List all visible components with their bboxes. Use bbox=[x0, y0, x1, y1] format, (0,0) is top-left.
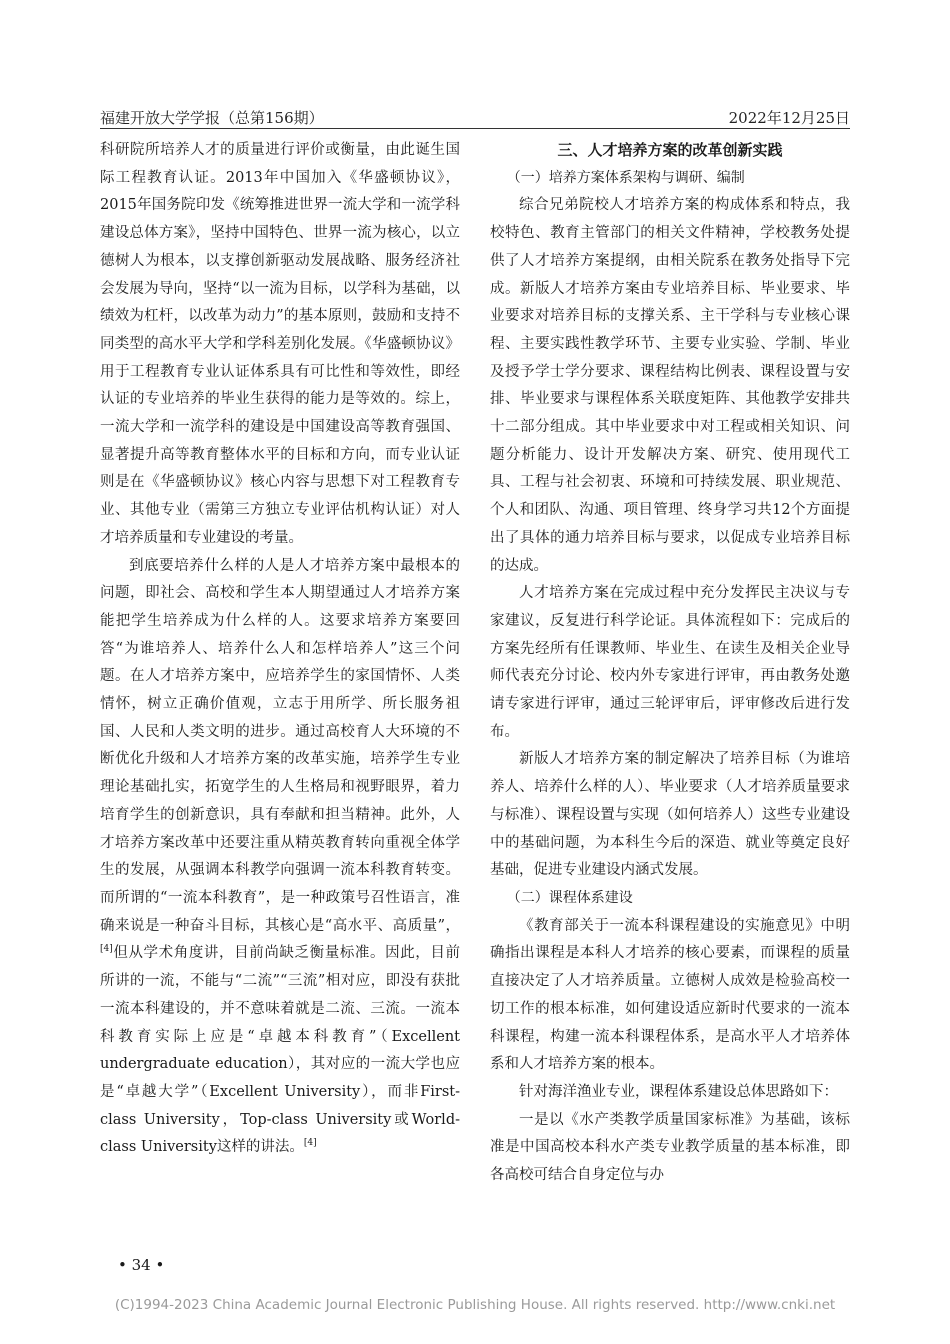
right-paragraph-1: 综合兄弟院校人才培养方案的构成体系和特点，我校特色、教育主管部门的相关文件精神，学校教务处提供了人才培养方案提纲，由相关院系在教务处指导下完成。新版人才培养方案由专业培养目标、毕业要求、毕业要求对培养目标的支撑关系、主干学科与专业核心课程、主要实践性教学环节、主要专业实验、学制、毕业及授予学士学分要求、课程结构比例表、课程设置与安排、毕业要求与课程体系关联度矩阵、其他教学安排共十二部分组成。其中毕业要求中对工程或相关知识、问题分析能力、设计开发解决方案、研究、使用现代工具、工程与社会初衷、环境和可持续发展、职业规范、个人和团队、沟通、项目管理、终身学习共12个方面提出了具体的通力培养目标与要求，以促成专业培养目标的达成。 bbox=[490, 197, 850, 574]
left-paragraph-2b: 但从学术角度讲，目前尚缺乏衡量标准。因此，目前所讲的一流，不能与“二流”“三流”相对应，即没有获批一流本科建设的，并不意味着就是二流、三流。一流本科教育实际上应是“卓越本科教育”（Excellent undergraduate education），其对应的一流大学也应是“卓越大学”（Excellent University），而非First-class University，Top-class University或World-class University这样的讲法。 bbox=[100, 945, 460, 1156]
subsection-heading-2: （二）课程体系建设 bbox=[506, 889, 633, 906]
header-rule bbox=[100, 128, 850, 129]
left-column bbox=[100, 137, 460, 1162]
subsection-heading-1: （一）培养方案体系架构与调研、编制 bbox=[506, 169, 745, 186]
right-paragraph-4: 《教育部关于一流本科课程建设的实施意见》中明确指出课程是本科人才培养的核心要素，而课程的质量直接决定了人才培养质量。立德树人成效是检验高校一切工作的根本标准，如何建设适应新时代要求的一流本科课程，构建一流本科课程体系，是高水平人才培养体系和人才培养方案的根本。 bbox=[490, 917, 850, 1073]
right-paragraph-3: 新版人才培养方案的制定解决了培养目标（为谁培养人、培养什么样的人）、毕业要求（人才培养质量要求与标准）、课程设置与实现（如何培养人）这些专业建设中的基础问题，为本科生今后的深造、就业等奠定良好基础，促进专业建设内涵式发展。 bbox=[490, 751, 850, 879]
left-paragraph-2a: 到底要培养什么样的人是人才培养方案中最根本的问题，即社会、高校和学生本人期望通过人才培养方案能把学生培养成为什么样的人。这要求培养方案要回答“为谁培养人、培养什么人和怎样培养人”这三个问题。在人才培养方案中，应培养学生的家国情怀、人类情怀，树立正确价值观，立志于用所学、所长服务祖国、人民和人类文明的进步。通过高校育人大环境的不断优化升级和人才培养方案的改革实施，培养学生专业理论基础扎实，拓宽学生的人生格局和视野眼界，着力培育学生的创新意识，具有奉献和担当精神。此外，人才培养方案改革中还要注重从精英教育转向重视全体学生的发展，从强调本科教学向强调一流本科教育转变。而所谓的“一流本科教育”，是一种政策号召性语言，准确来说是一种奋斗目标，其核心是“高水平、高质量”， bbox=[100, 557, 460, 934]
issue-date: 2022年12月25日 bbox=[728, 109, 850, 127]
right-column bbox=[490, 137, 850, 1190]
left-paragraph-1: 科研院所培养人才的质量进行评价或衡量，由此诞生国际工程教育认证。2013年中国加入《华盛顿协议》，2015年国务院印发《统筹推进世界一流大学和一流学科建设总体方案》，坚持中国特色、世界一流为核心，以立德树人为根本，以支撑创新驱动发展战略、服务经济社会发展为导向，坚持“以一流为目标，以学科为基础，以绩效为杠杆，以改革为动力”的基本原则，鼓励和支持不同类型的高水平大学和学科差别化发展。《华盛顿协议》用于工程教育专业认证体系具有可比性和等效性，即经认证的专业培养的毕业生获得的能力是等效的。综上，一流大学和一流学科的建设是中国建设高等教育强国、显著提升高等教育整体水平的目标和方向，而专业认证则是在《华盛顿协议》核心内容与思想下对工程教育专业、其他专业（需第三方独立专业评估机构认证）对人才培养质量和专业建设的考量。 bbox=[100, 142, 460, 546]
copyright-footer: (C)1994-2023 China Academic Journal Electronic Publishing House. All rights reserved. http://www.cnki.net bbox=[114, 1297, 836, 1313]
page-number: • 34 • bbox=[118, 1256, 165, 1274]
running-header bbox=[100, 105, 850, 129]
section-heading: 三、人才培养方案的改革创新实践 bbox=[557, 141, 783, 159]
citation-ref: [4] bbox=[100, 944, 113, 955]
journal-title: 福建开放大学学报（总第156期） bbox=[100, 109, 324, 127]
right-paragraph-5: 针对海洋渔业专业，课程体系建设总体思路如下： bbox=[519, 1083, 838, 1100]
left-paragraph-2 bbox=[100, 553, 460, 1162]
right-paragraph-2: 人才培养方案在完成过程中充分发挥民主决议与专家建议，反复进行科学论证。具体流程如下：完成后的方案先经所有任课教师、毕业生、在读生及相关企业导师代表充分讨论、校内外专家进行评审，再由教务处邀请专家进行评审，通过三轮评审后，评审修改后进行发布。 bbox=[490, 585, 850, 740]
citation-ref: [4] bbox=[303, 1138, 317, 1149]
right-paragraph-6: 一是以《水产类教学质量国家标准》为基础，该标准是中国高校本科水产类专业教学质量的基本标准，即各高校可结合自身定位与办 bbox=[490, 1111, 850, 1184]
